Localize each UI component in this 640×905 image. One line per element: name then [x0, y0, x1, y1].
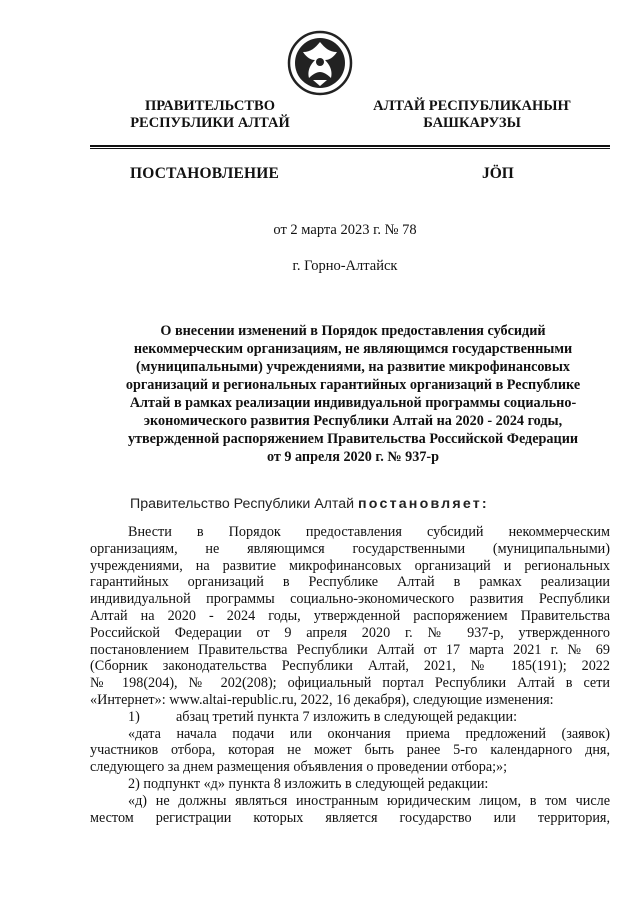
title-line: от 9 апреля 2020 г. № 937-р [266, 449, 440, 465]
preamble-text: Правительство Республики Алтай [130, 496, 359, 512]
title-line: О внесении изменений в Порядок предоставления субсидий [160, 323, 546, 339]
title-line: Алтай в рамках реализации индивидуальной программы социально- [129, 395, 577, 411]
document-date: от 2 марта 2023 г. № 78 [273, 222, 417, 238]
body-line: гарантийных организаций в Республике Алтай в рамках реализации [90, 574, 610, 591]
body-line: постановлением Правительства Республики Алтай от 17 марта 2021 г. № 69 [90, 641, 610, 658]
item-number: 1) [128, 708, 140, 725]
body-line: (Сборник законодательства Республики Алтай, 2021, № 185(191); 2022 [90, 658, 610, 675]
body-line: «дата начала подачи или окончания приема предложений (заявок) [128, 725, 610, 742]
document-body [90, 524, 610, 826]
title-line: организаций и региональных гарантийных организаций в Республике [125, 377, 581, 393]
preamble-action: постановляет: [358, 496, 489, 512]
header-left-block [90, 98, 330, 132]
body-line: участников отбора, которая не может быть ранее 5-го календарного дня, [90, 742, 610, 759]
body-line: местом регистрации которых является государство или территория, [90, 809, 610, 826]
body-line: «д) не должны являться иностранным юридическим лицом, в том числе [128, 792, 610, 809]
body-line-item1: 1) абзац третий пункта 7 изложить в следующей редакции: [128, 708, 518, 725]
body-line-item2: 2) подпункт «д» пункта 8 изложить в следующей редакции: [128, 775, 489, 792]
title-line: утвержденной распоряжением Правительства Российской Федерации [127, 431, 579, 447]
body-line: «Интернет»: www.altai-republic.ru, 2022, 16 декабря), следующие изменения: [90, 691, 554, 708]
header-right-block [352, 98, 592, 132]
body-line: следующего за днем размещения объявления о проведении отбора;»; [90, 759, 508, 776]
header-left-line2: РЕСПУБЛИКИ АЛТАЙ [130, 115, 290, 131]
document-city: г. Горно-Алтайск [292, 258, 398, 274]
body-line: индивидуальной программы социально-экономического развития Республики [90, 591, 610, 608]
doctype-altai: JÖП [482, 165, 514, 182]
header-divider-thick [90, 145, 610, 147]
title-line: некоммерческим организациям, не являющимся государственными [133, 341, 573, 357]
header-right-line2: БАШКАРУЗЫ [423, 115, 521, 131]
body-line: учреждениями, на развитие микрофинансовых организаций и региональных [90, 557, 610, 574]
republic-emblem-icon [287, 30, 353, 96]
title-line: экономического развития Республики Алтай на 2020 - 2024 годы, [143, 413, 563, 429]
title-line: (муниципальными) учреждениями, на развитие микрофинансовых [135, 359, 571, 375]
header-divider-thin [90, 148, 610, 149]
body-line: организациям, не являющимся государственными (муниципальными) [90, 540, 610, 557]
body-line: Внести в Порядок предоставления субсидий некоммерческим [128, 524, 610, 540]
preamble [130, 496, 489, 512]
doctype-russian: ПОСТАНОВЛЕНИЕ [130, 165, 280, 182]
body-line: Российской Федерации от 9 апреля 2020 г. № 937-р, утвержденного [90, 624, 610, 641]
document-title [108, 322, 598, 466]
header-left-line1: ПРАВИТЕЛЬСТВО [145, 98, 275, 114]
body-line: Алтай на 2020 - 2024 годы, утвержденной распоряжением Правительства [90, 607, 610, 624]
header-right-line1: АЛТАЙ РЕСПУБЛИКАНЫҤ [373, 98, 571, 114]
body-line: № 198(204), № 202(208); официальный портал Республики Алтай в сети [90, 675, 610, 692]
